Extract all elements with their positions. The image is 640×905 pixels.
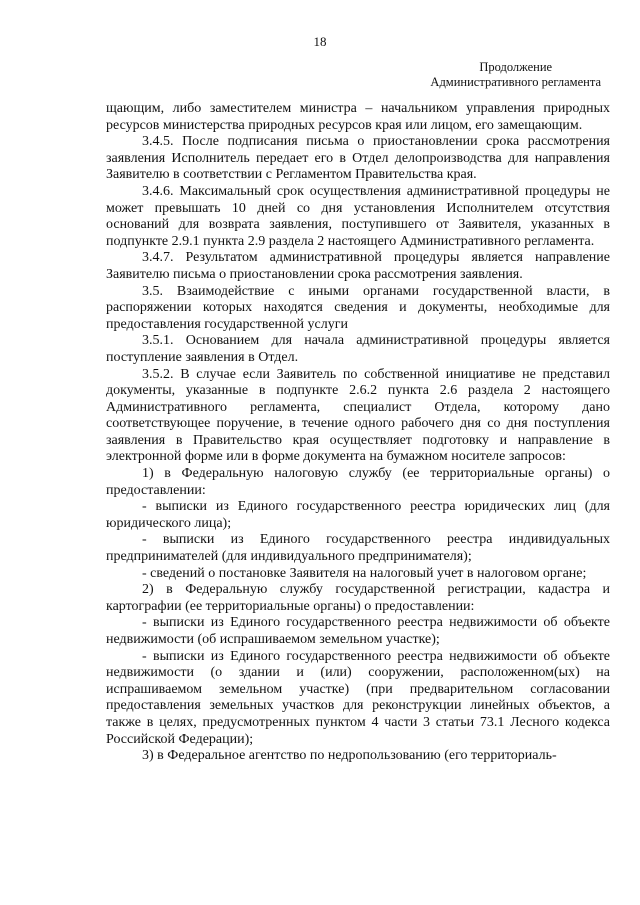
document-body <box>106 101 610 765</box>
paragraph: - выписки из Единого государственного реестра юридических лиц (для юридического лица); <box>106 499 610 531</box>
paragraph: 3) в Федеральное агентство по недропользованию (его территориаль- <box>142 748 557 764</box>
paragraph: 1) в Федеральную налоговую службу (ее территориальные органы) о предоставлении: <box>106 466 610 498</box>
paragraph: щающим, либо заместителем министра – начальником управления природных ресурсов министерства природных ресурсов края или лицом, его замещающим. <box>106 101 610 133</box>
continuation-line-1: Продолжение <box>479 60 553 74</box>
paragraph: 3.4.5. После подписания письма о приостановлении срока рассмотрения заявления Исполнитель передает его в Отдел делопроизводства для направления Заявителю в соответствии с Регламентом Правительства края. <box>106 134 610 183</box>
paragraph: 2) в Федеральную службу государственной регистрации, кадастра и картографии (ее территориальные органы) о предоставлении: <box>106 582 610 614</box>
paragraph: 3.4.7. Результатом административной процедуры является направление Заявителю письма о приостановлении срока рассмотрения заявления. <box>106 250 610 282</box>
paragraph: - выписки из Единого государственного реестра индивидуальных предпринимателей (для индивидуального предпринимателя); <box>106 532 610 565</box>
continuation-line-2: Административного регламента <box>430 75 601 89</box>
paragraph: 3.4.6. Максимальный срок осуществления административной процедуры не может превышать 10 дней со дня установления Исполнителем отсутствия оснований для возврата заявления, поступившего от Заявителя, указанных в подпункте 2.9.1 пункта 2.9 раздела 2 настоящего Административного регламента. <box>106 183 610 249</box>
paragraph: - сведений о постановке Заявителя на налоговый учет в налоговом органе; <box>142 565 587 581</box>
paragraph: 3.5.2. В случае если Заявитель по собственной инициативе не представил документы, указанные в подпункте 2.6.2 пункта 2.6 раздела 2 настоящего Административного регламента, специалист Отдела, которому дано соответствующее поручение, в течение одного рабочего дня со дня поступления заявления в Правительство края осуществляет подготовку и направление в электронной форме или в форме документа на бумажном носителе запросов: <box>106 366 610 465</box>
continuation-note <box>430 60 601 90</box>
paragraph: 3.5.1. Основанием для начала административной процедуры является поступление заявления в Отдел. <box>106 333 610 365</box>
page-number: 18 <box>313 34 327 49</box>
paragraph: 3.5. Взаимодействие с иными органами государственной власти, в распоряжении которых находятся сведения и документы, необходимые для предоставления государственной услуги <box>106 283 610 332</box>
paragraph: - выписки из Единого государственного реестра недвижимости об объекте недвижимости (о здании и (или) сооружении, расположенном(ых) на испрашиваемом земельном участке) (при предварительном согласовании предоставления земельных участков для реконструкции линейных объектов, а также в целях, предусмотренных пунктом 4 части 3 статьи 73.1 Лесного кодекса Российской Федерации); <box>106 648 610 747</box>
paragraph: - выписки из Единого государственного реестра недвижимости об объекте недвижимости (об испрашиваемом земельном участке); <box>106 615 610 647</box>
